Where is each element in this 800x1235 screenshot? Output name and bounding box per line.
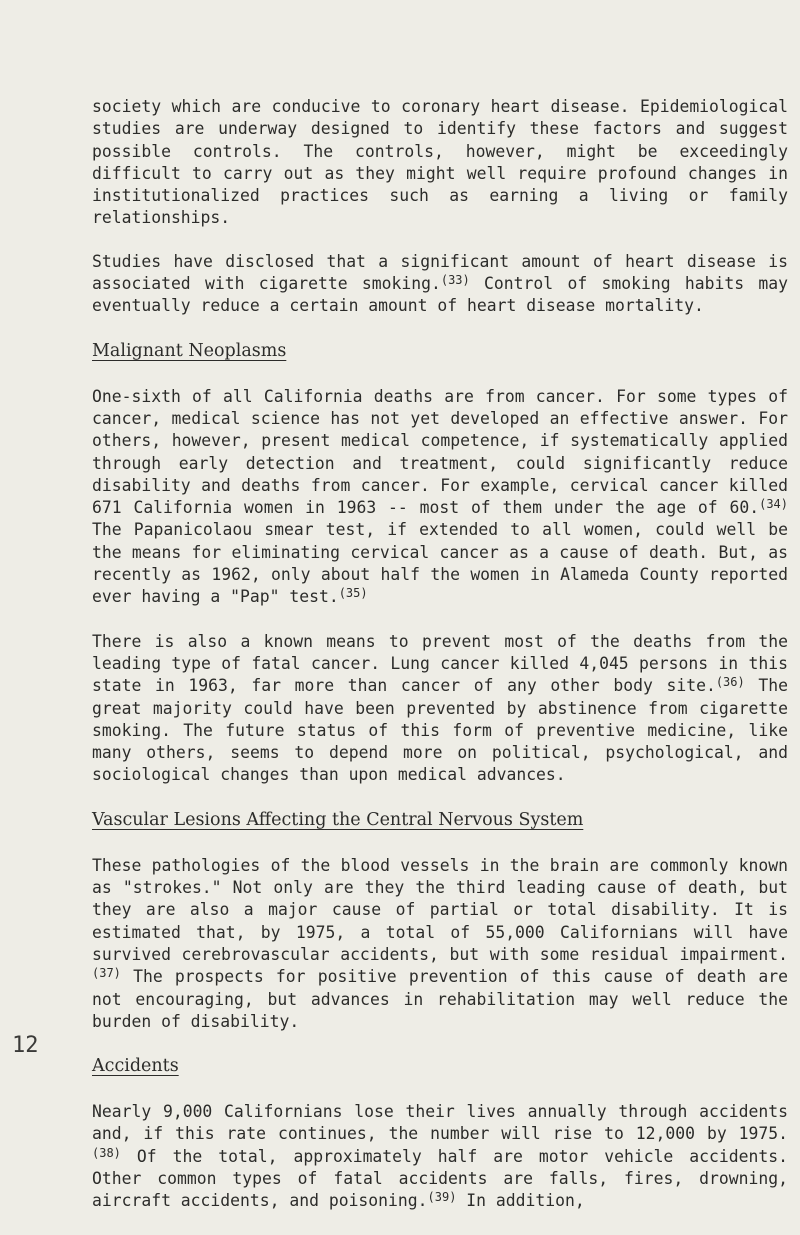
page-number: 12: [12, 1033, 39, 1058]
footnote-ref: (39): [427, 1190, 457, 1205]
paragraph-cancer: [92, 386, 788, 609]
paragraph-smoking-heart: [92, 251, 788, 318]
paragraph-text: The great majority could have been prevented by abstinence from cigarette smoking. The future status of this form of preventive medicine, like many others, seems to depend more on political, psychological, and sociological changes than upon medical advances.: [92, 676, 788, 785]
paragraph-text: In addition,: [456, 1191, 585, 1211]
paragraph-text: Studies have disclosed that a significant amount of heart disease is associated with cigarette smoking.: [92, 251, 788, 294]
paragraph-text: Control of smoking habits may eventually reduce a certain amount of heart disease mortality.: [92, 274, 788, 316]
footnote-ref: (33): [440, 273, 470, 288]
paragraph-text: There is also a known means to prevent most of the deaths from the leading type of fatal cancer. Lung cancer killed 4,045 persons in this state in 1963, far more than cancer of any other body site.: [92, 631, 788, 696]
paragraph-text: Of the total, approximately half are motor vehicle accidents. Other common types of fatal accidents are falls, fires, drowning, aircraft accidents, and poisoning.: [92, 1146, 788, 1211]
footnote-ref: (37): [92, 966, 121, 981]
paragraph-text: society which are conducive to coronary heart disease. Epidemiological studies are underway designed to identify these factors and suggest possible controls. The controls, however, might be exceedingly difficult to carry out as they might well require profound changes in institutionalized practices such as earning a living or family relationships.: [92, 97, 788, 228]
document-body: [92, 96, 788, 1235]
footnote-ref: (34): [759, 497, 788, 512]
paragraph-text: The Papanicolaou smear test, if extended to all women, could well be the means for eliminating cervical cancer as a cause of death. But, as recently as 1962, only about half the women in Alameda County reported ever having a "Pap" test.: [92, 520, 788, 607]
paragraph-text: These pathologies of the blood vessels in the brain are commonly known as "strokes." Not only are they the third leading cause of death, but they are also a major cause of partial or total disability. It is estimated that, by 1975, a total of 55,000 Californians will have survived cerebrovascular accidents, but with some residual impairment.: [92, 855, 788, 964]
section-heading-accidents: Accidents: [92, 1056, 179, 1077]
paragraph-strokes: [92, 855, 788, 1033]
paragraph-text: Nearly 9,000 Californians lose their lives annually through accidents and, if this rate continues, the number will rise to 12,000 by 1975.: [92, 1102, 788, 1144]
section-heading-malignant-neoplasms: Malignant Neoplasms: [92, 340, 287, 361]
footnote-ref: (35): [338, 586, 368, 601]
paragraph-lung-cancer: [92, 631, 788, 787]
paragraph-text: The prospects for positive prevention of this cause of death are not encouraging, but advances in rehabilitation may well reduce the burden of disability.: [92, 967, 788, 1031]
section-heading-vascular-lesions: Vascular Lesions Affecting the Central Nervous System: [92, 809, 584, 830]
paragraph-coronary: [92, 96, 788, 230]
footnote-ref: (36): [715, 675, 745, 690]
paragraph-accidents: [92, 1101, 788, 1212]
paragraph-text: One-sixth of all California deaths are from cancer. For some types of cancer, medical science has not yet developed an effective answer. For others, however, present medical competence, if systematically applied through early detection and treatment, could significantly reduce disability and deaths from cancer. For example, cervical cancer killed 671 California women in 1963 -- most of them under the age of 60.: [92, 386, 788, 518]
footnote-ref: (38): [92, 1145, 121, 1160]
